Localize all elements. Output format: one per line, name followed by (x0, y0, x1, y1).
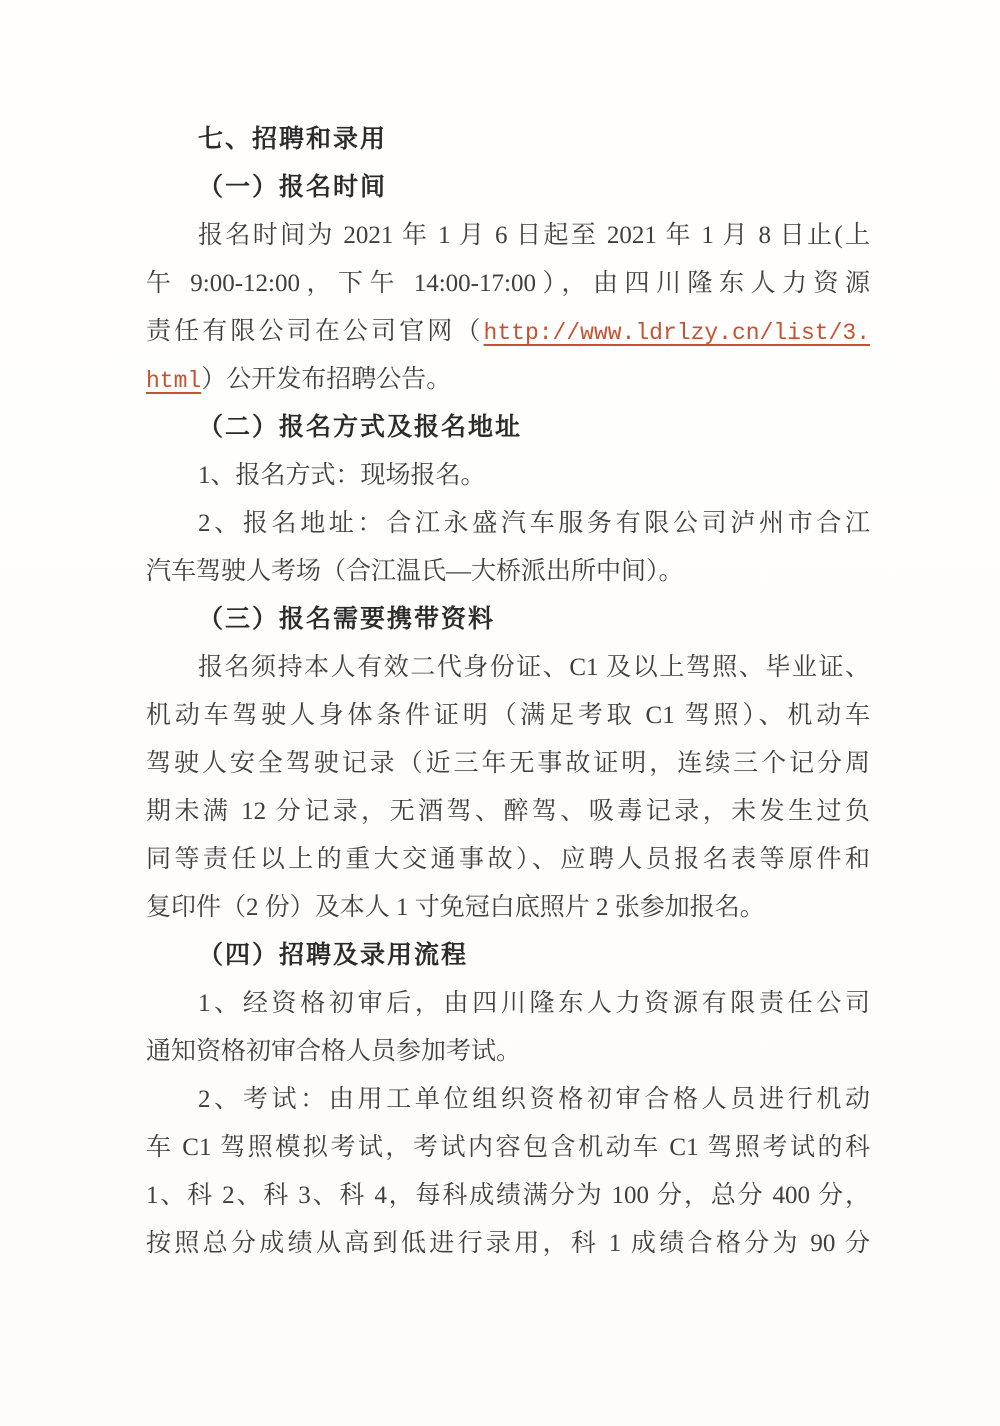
paragraph4-line3: 驾驶人安全驾驶记录（近三年无事故证明，连续三个记分周 (146, 750, 870, 777)
recruitment-url-link-part1[interactable]: http://www.ldrlzy.cn/list/3. (483, 320, 870, 346)
paragraph1-line1: 报名时间为 2021 年 1 月 6 日起至 2021 年 1 月 8 日止(上 (198, 222, 870, 249)
item2-registration-address-line2: 汽车驾驶人考场（合江温氏—大桥派出所中间）。 (146, 558, 684, 585)
paragraph1-line2: 午 9:00-12:00，下午 14:00-17:00），由四川隆东人力资源 (146, 270, 870, 297)
item1-registration-method: 1、报名方式：现场报名。 (198, 462, 486, 489)
process-item2-line1: 2、考试：由用工单位组织资格初审合格人员进行机动 (198, 1086, 870, 1113)
process-item2-line4: 按照总分成绩从高到低进行录用，科 1 成绩合格分为 90 分 (146, 1230, 870, 1257)
paragraph4-line2: 机动车驾驶人身体条件证明（满足考取 C1 驾照）、机动车 (146, 702, 870, 729)
paragraph1-line4 (146, 356, 870, 404)
recruitment-url-link-part2[interactable]: html (146, 368, 202, 394)
paragraph1-line3-text: 责任有限公司在公司官网（ (146, 318, 484, 345)
paragraph4-line6: 复印件（2 份）及本人 1 寸免冠白底照片 2 张参加报名。 (146, 894, 765, 921)
document-page (146, 116, 870, 1268)
paragraph1-line4-text: ）公开发布招聘公告。 (201, 366, 452, 393)
item2-registration-address-line1: 2、报名地址：合江永盛汽车服务有限公司泸州市合江 (198, 510, 870, 537)
paragraph1-line3 (146, 308, 870, 356)
paragraph4-line1: 报名须持本人有效二代身份证、C1 及以上驾照、毕业证、 (198, 654, 870, 681)
section-title: 七、招聘和录用 (198, 126, 388, 153)
process-item1-line2: 通知资格初审合格人员参加考试。 (146, 1038, 522, 1065)
subheading-registration-method: （二）报名方式及报名地址 (198, 414, 523, 441)
subheading-recruitment-process: （四）招聘及录用流程 (198, 942, 469, 969)
subheading-required-materials: （三）报名需要携带资料 (198, 606, 496, 633)
process-item2-line2: 车 C1 驾照模拟考试，考试内容包含机动车 C1 驾照考试的科 (146, 1134, 870, 1161)
process-item2-line3: 1、科 2、科 3、科 4，每科成绩满分为 100 分，总分 400 分， (146, 1182, 870, 1209)
subheading-registration-time: （一）报名时间 (198, 174, 388, 201)
paragraph4-line4: 期未满 12 分记录，无酒驾、醉驾、吸毒记录，未发生过负 (146, 798, 870, 825)
process-item1-line1: 1、经资格初审后，由四川隆东人力资源有限责任公司 (198, 990, 870, 1017)
paragraph4-line5: 同等责任以上的重大交通事故）、应聘人员报名表等原件和 (146, 846, 870, 873)
